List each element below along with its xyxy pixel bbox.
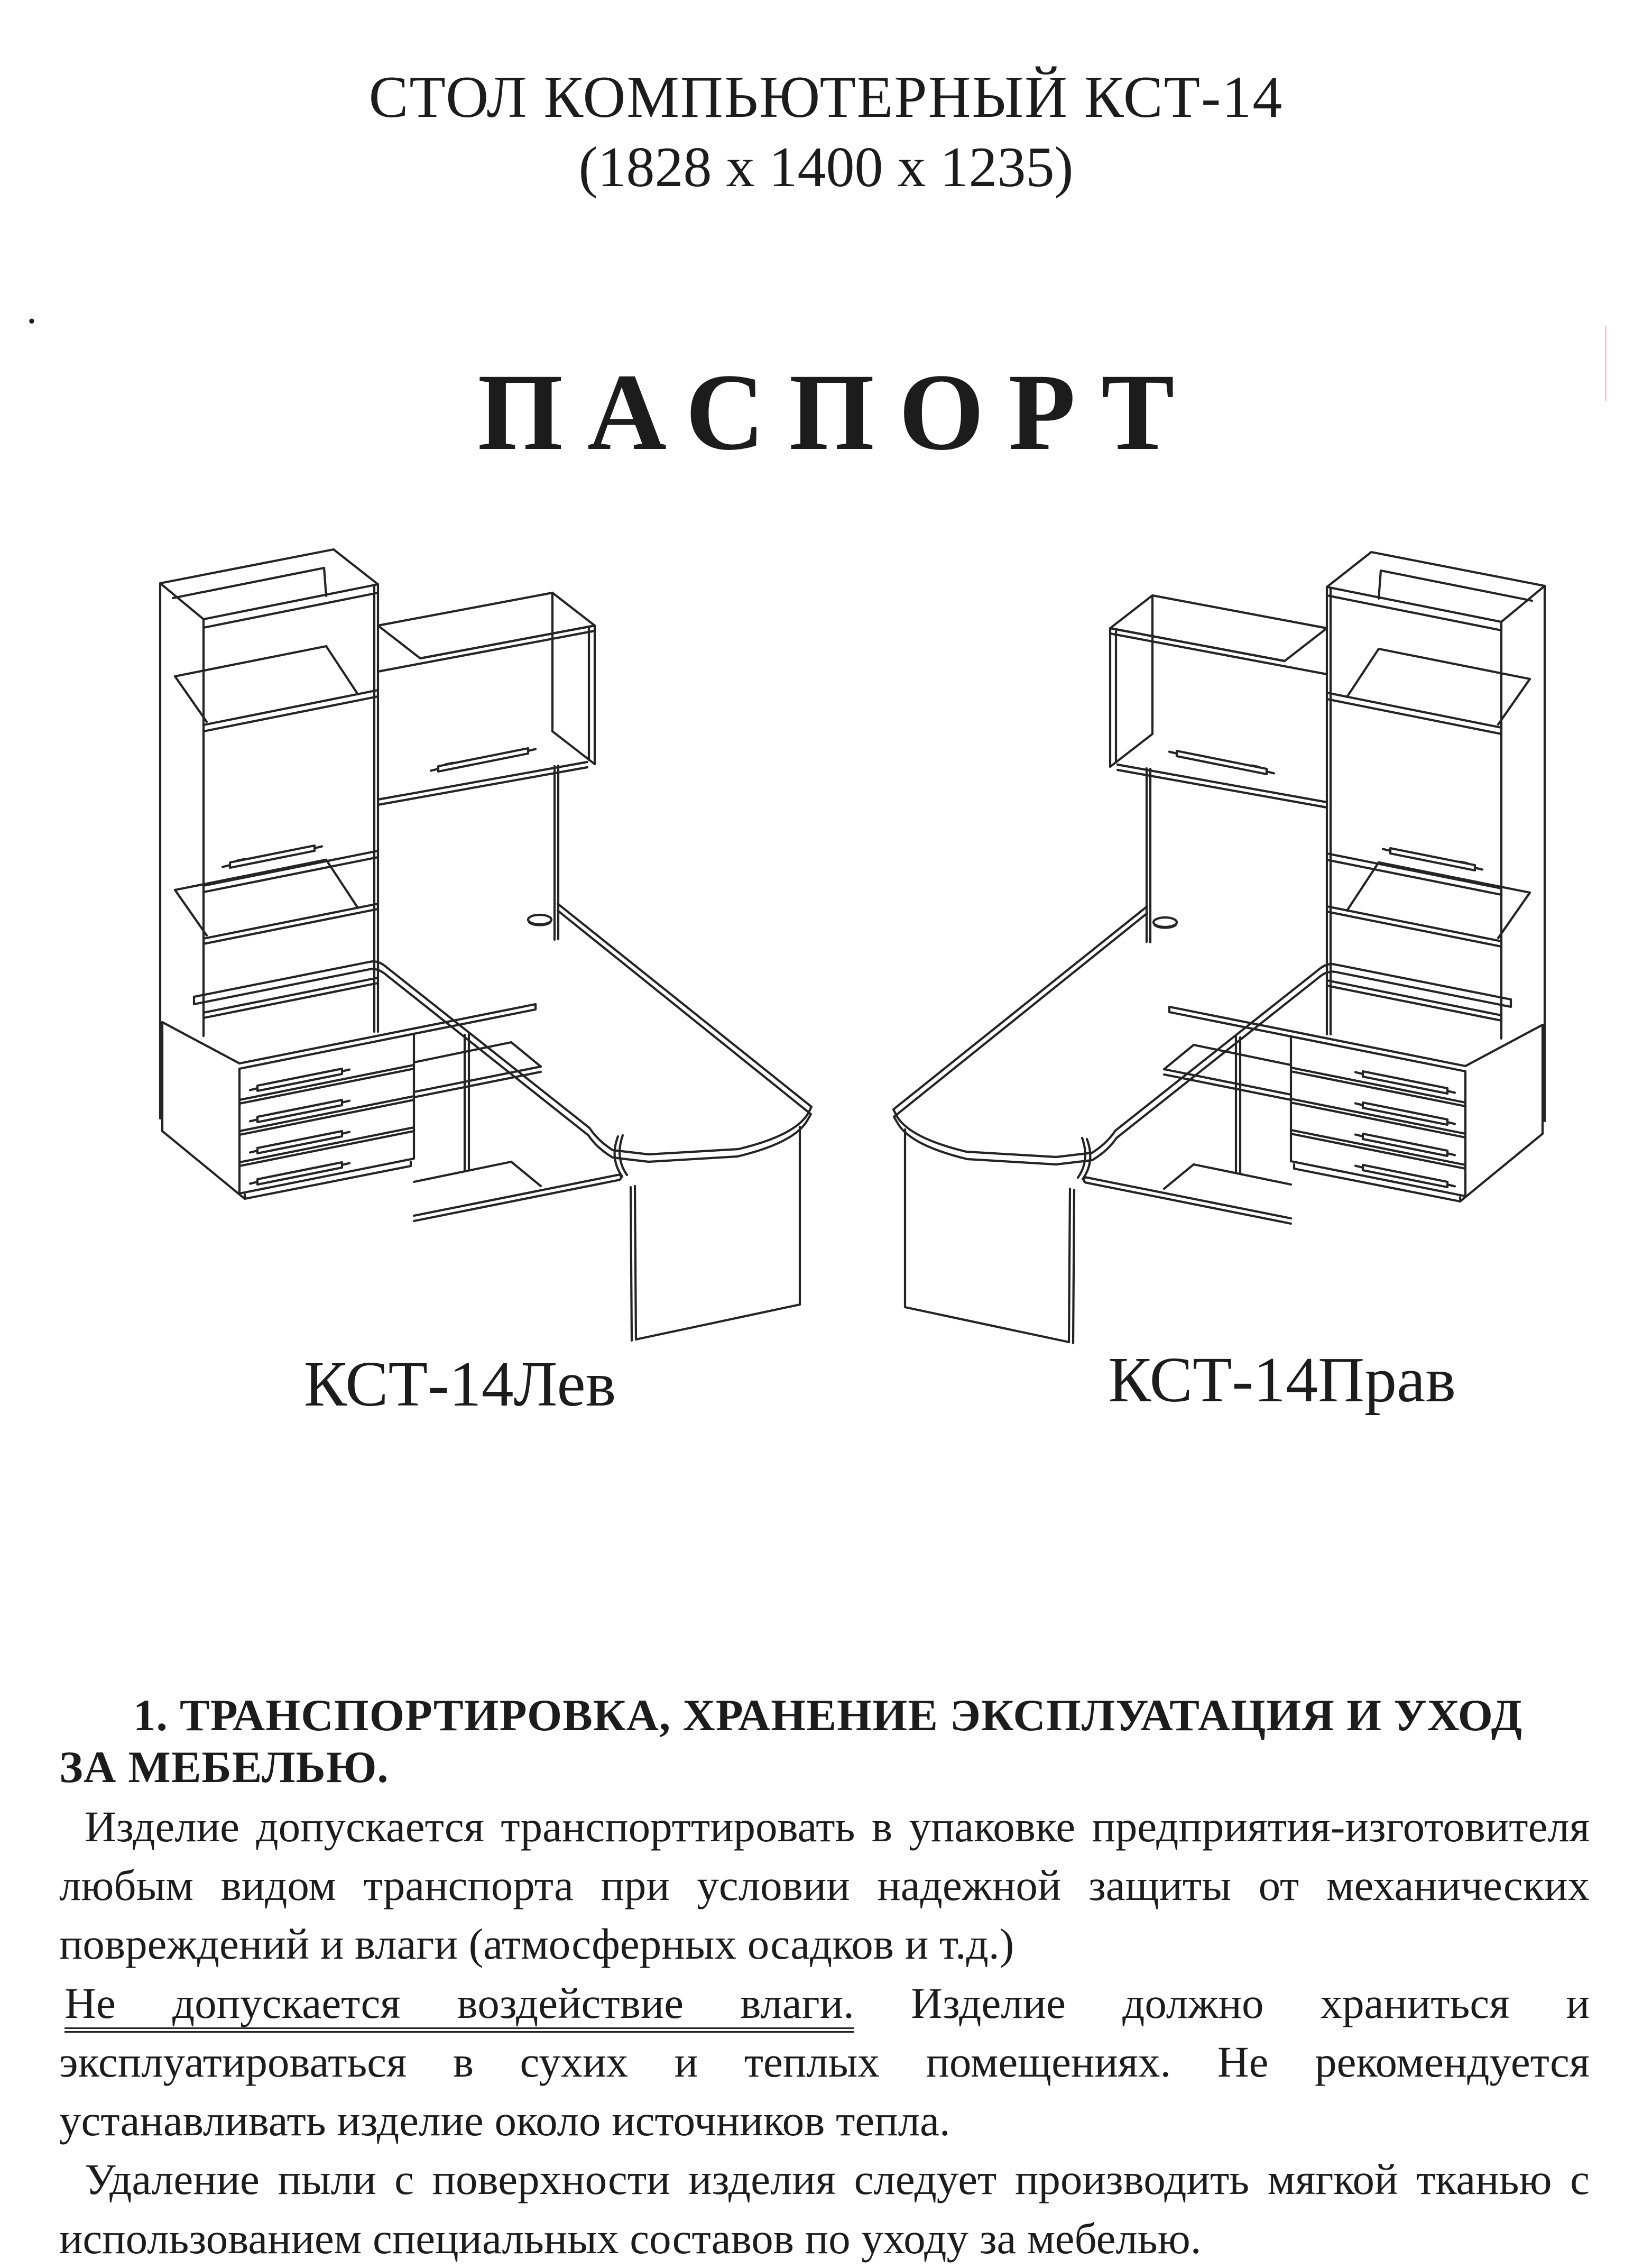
passport-heading: ПАСПОРТ [477,351,1199,473]
wall-cabinet-door-handle [431,748,536,772]
care-paragraph-2-rest: Изделие должно храниться и эксплуатироваться в сухих и теплых помещениях. Не рекомендуется устанавливать изделие около источников тепла. [59,1978,1590,2145]
care-paragraph-2 [59,1974,1590,2151]
tall-cabinet [160,549,378,1118]
wall-cabinet [378,593,595,805]
document-header [0,63,1652,200]
back-panel [555,766,558,940]
figure-left-desk [146,547,817,1351]
no-moisture-warning-underlined: Не допускается воздействие влаги. [64,1979,854,2033]
left-desk-drawing [146,547,817,1351]
figure-label-left: КСТ-14Лев [303,1348,616,1420]
product-dimensions: (1828 х 1400 х 1235) [578,136,1074,199]
arch-cutout [615,1135,627,1177]
care-section-heading: 1. ТРАНСПОРТИРОВКА, ХРАНЕНИЕ ЭКСПЛУАТАЦИЯ И УХОД ЗА МЕБЕЛЬЮ. [59,1691,1523,1792]
right-desk-drawing [888,550,1558,1354]
care-section [59,1689,1590,2268]
figure-label-right: КСТ-14Прав [1108,1344,1456,1416]
desk-top [194,904,811,1162]
care-paragraph-1: Изделие допускается транспорттировать в упаковке предприятия-изготовителя любым видом транспорта при условии надежной защиты от механических повреждений и влаги (атмосферных осадков и т.д.) [59,1802,1590,1969]
figure-right-desk [888,550,1558,1354]
stray-dot-artifact: . [26,286,37,333]
scan-artifact-line [1605,326,1607,401]
product-title: СТОЛ КОМПЬЮТЕРНЫЙ КСТ-14 [368,65,1284,130]
care-paragraph-3: Удаление пыли с поверхности изделия следует производить мягкой тканью с использованием специальных составов по уходу за мебелью. [59,2155,1590,2263]
